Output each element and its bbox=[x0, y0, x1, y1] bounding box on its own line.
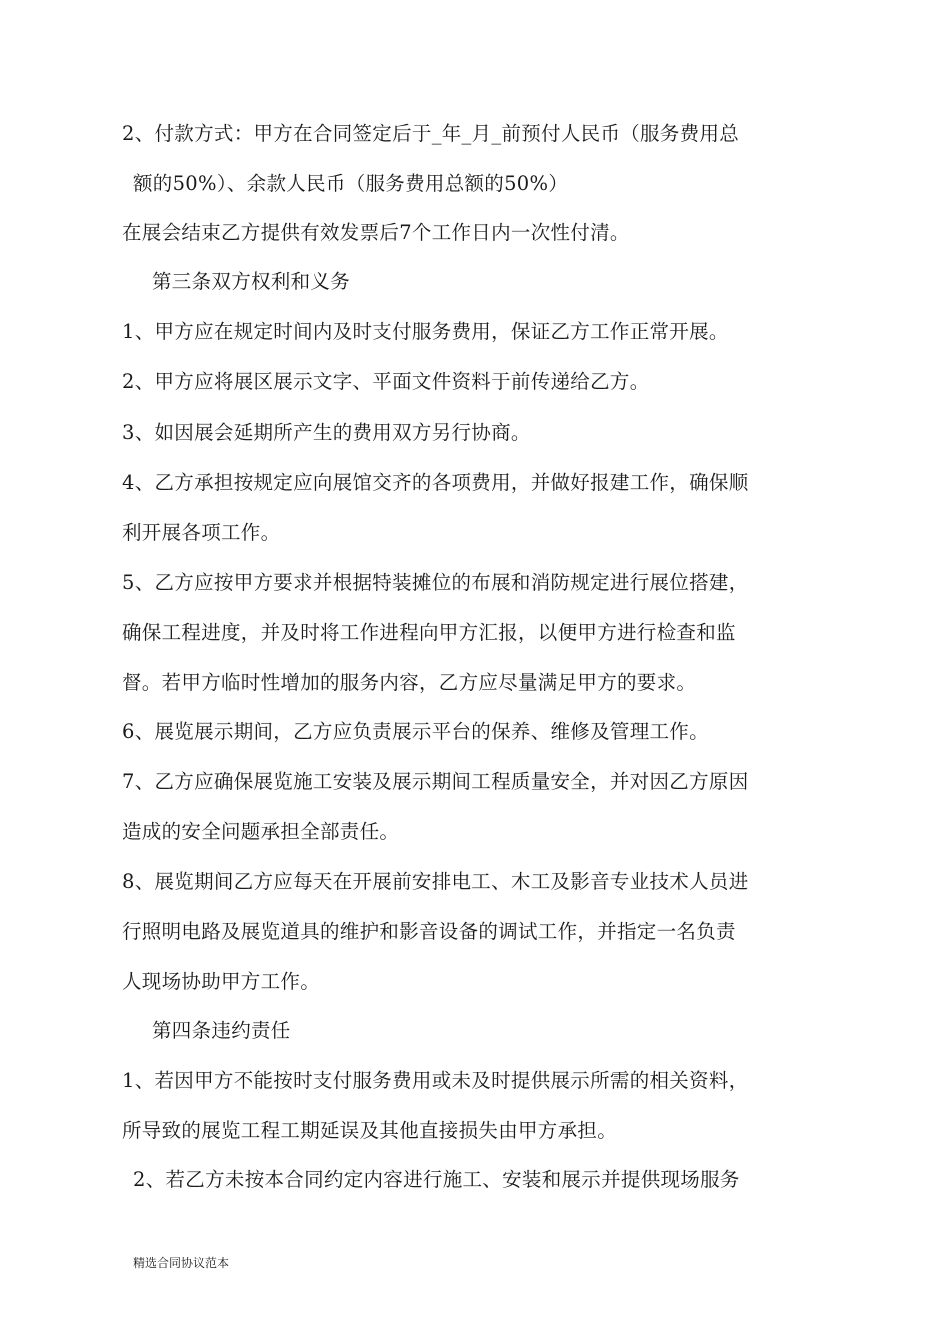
text-line: 行照明电路及展览道具的维护和影音设备的调试工作，并指定一名负责 bbox=[122, 920, 736, 943]
text-line: 1、甲方应在规定时间内及时支付服务费用，保证乙方工作正常开展。 bbox=[122, 320, 729, 343]
section-heading: 第三条双方权利和义务 bbox=[152, 270, 351, 293]
text-line: 督。若甲方临时性增加的服务内容，乙方应尽量满足甲方的要求。 bbox=[122, 671, 697, 694]
text-line: 6、展览展示期间，乙方应负责展示平台的保养、维修及管理工作。 bbox=[122, 720, 709, 743]
text-line: 所导致的展览工程工期延误及其他直接损失由甲方承担。 bbox=[122, 1119, 618, 1142]
text-line: 7、乙方应确保展览施工安装及展示期间工程质量安全，并对因乙方原因 bbox=[122, 770, 749, 793]
text-line: 确保工程进度，并及时将工作进程向甲方汇报，以便甲方进行检查和监 bbox=[122, 621, 736, 644]
text-line: 2、甲方应将展区展示文字、平面文件资料于前传递给乙方。 bbox=[122, 370, 650, 393]
text-line: 5、乙方应按甲方要求并根据特装摊位的布展和消防规定进行展位搭建， bbox=[122, 571, 749, 594]
text-line: 2、若乙方未按本合同约定内容进行施工、安装和展示并提供现场服务 bbox=[133, 1168, 740, 1191]
text-line: 1、若因甲方不能按时支付服务费用或未及时提供展示所需的相关资料， bbox=[122, 1069, 749, 1092]
text-line: 额的50%）、余款人民币（服务费用总额的50%） bbox=[133, 172, 569, 195]
text-line: 人现场协助甲方工作。 bbox=[122, 970, 321, 993]
text-line: 造成的安全问题承担全部责任。 bbox=[122, 820, 400, 843]
text-line: 利开展各项工作。 bbox=[122, 521, 281, 544]
text-line: 8、展览期间乙方应每天在开展前安排电工、木工及影音专业技术人员进 bbox=[122, 870, 749, 893]
text-line: 2、付款方式：甲方在合同签定后于_年_月_前预付人民币（服务费用总 bbox=[122, 122, 740, 145]
text-line: 4、乙方承担按规定应向展馆交齐的各项费用，并做好报建工作，确保顺 bbox=[122, 471, 749, 494]
section-heading: 第四条违约责任 bbox=[152, 1019, 291, 1042]
text-line: 在展会结束乙方提供有效发票后7个工作日内一次性付清。 bbox=[122, 221, 630, 244]
text-line: 3、如因展会延期所产生的费用双方另行协商。 bbox=[122, 421, 531, 444]
page-footer: 精选合同协议范本 bbox=[133, 1256, 230, 1270]
